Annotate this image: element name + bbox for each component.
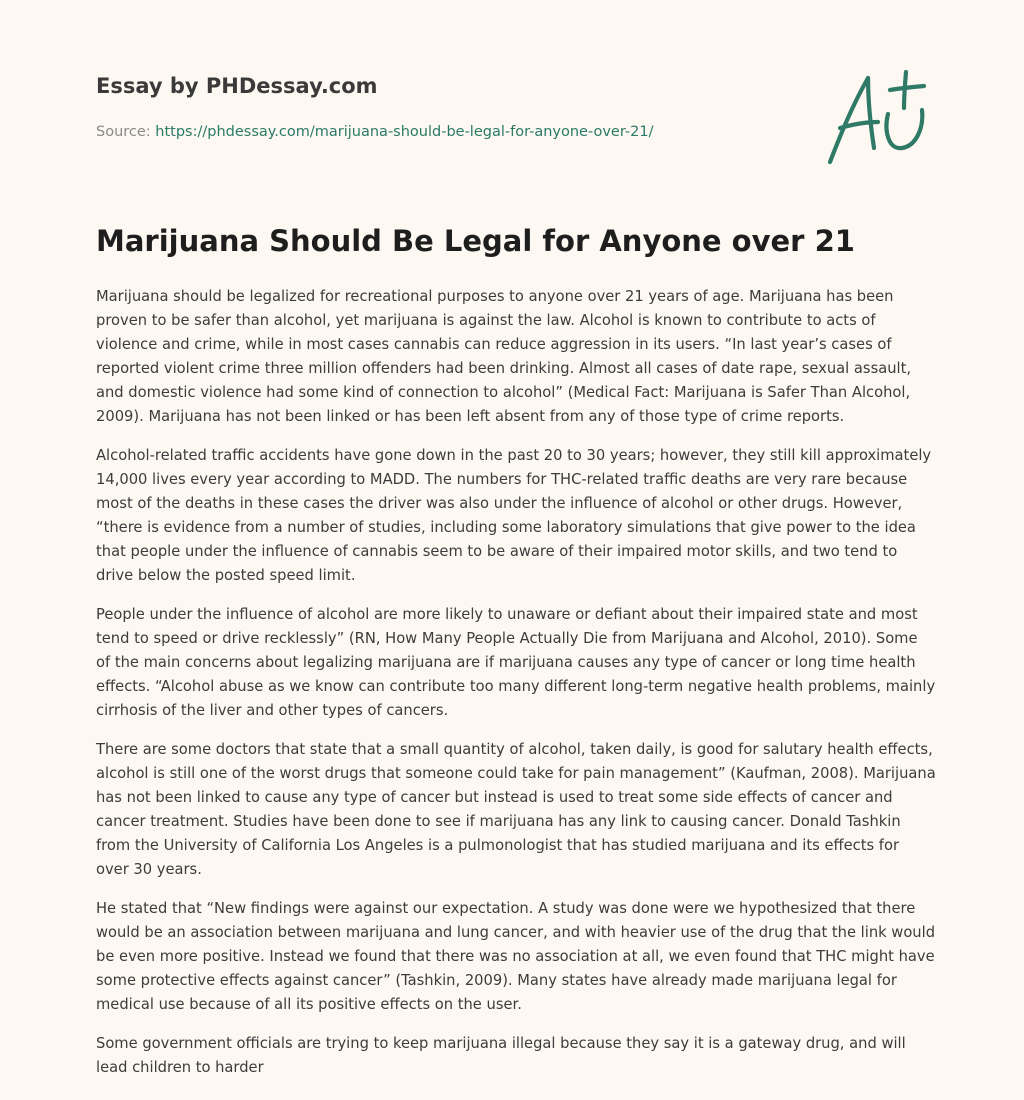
logo-plus-swoosh xyxy=(887,110,923,148)
logo-plus-horizontal xyxy=(890,86,924,90)
page xyxy=(96,0,936,1076)
essay-paragraph: People under the influence of alcohol are more likely to unaware or defiant about their impaired state and most tend to speed or drive recklessly” (RN, How Many People Actually Die from Marijuana and Alcohol, 2010). Some of the main concerns about legalizing marijuana are if marijuana causes any type of cancer or long time health effects. “Alcohol abuse as we know can contribute too many different long-term negative health problems, mainly cirrhosis of the liver and other types of cancers. xyxy=(96,606,936,719)
site-title: Essay by PHDessay.com xyxy=(96,74,378,98)
essay-title: Marijuana Should Be Legal for Anyone over 21 xyxy=(96,224,855,258)
essay-paragraph: He stated that “New findings were against our expectation. A study was done were we hypothesized that there would be an association between marijuana and lung cancer, and with heavier use of the drug that the link would be even more positive. Instead we found that there was no association at all, we even found that THC might have some protective effects against cancer” (Tashkin, 2009). Many states have already made marijuana legal for medical use because of all its positive effects on the user. xyxy=(96,900,936,1013)
a-plus-logo-icon xyxy=(824,66,928,166)
essay-paragraph: Some government officials are trying to keep marijuana illegal because they say it is a gateway drug, and will lead children to harder xyxy=(96,1035,906,1076)
essay-paragraph: Alcohol-related traffic accidents have gone down in the past 20 to 30 years; however, they still kill approximately 14,000 lives every year according to MADD. The numbers for THC-related traffic deaths are very rare because most of the deaths in these cases the driver was also under the influence of alcohol or other drugs. However, “there is evidence from a number of studies, including some laboratory simulations that give power to the idea that people under the influence of cannabis seem to be aware of their impaired motor skills, and two tend to drive below the posted speed limit. xyxy=(96,447,932,584)
logo-a-stroke-right xyxy=(868,78,874,148)
source-line xyxy=(96,124,653,140)
source-label: Source: xyxy=(96,124,156,140)
essay-paragraph: There are some doctors that state that a small quantity of alcohol, taken daily, is good for salutary health effects, alcohol is still one of the worst drugs that someone could take for pain management” (Kaufman, 2008). Marijuana has not been linked to cause any type of cancer but instead is used to treat some side effects of cancer and cancer treatment. Studies have been done to see if marijuana has any link to causing cancer. Donald Tashkin from the University of California Los Angeles is a pulmonologist that has studied marijuana and its effects for over 30 years. xyxy=(96,741,936,878)
source-link[interactable]: https://phdessay.com/marijuana-should-be-legal-for-anyone-over-21/ xyxy=(155,124,654,140)
page-header xyxy=(96,0,928,200)
essay-body xyxy=(96,285,936,1095)
logo-a-stroke-left xyxy=(830,78,868,162)
essay-paragraph: Marijuana should be legalized for recreational purposes to anyone over 21 years of age. Marijuana has been proven to be safer than alcohol, yet marijuana is against the law. Alcohol is known to contribute to acts of violence and crime, while in most cases cannabis can reduce aggression in its users. “In last year’s cases of reported violent crime three million offenders had been drinking. Almost all cases of date rape, sexual assault, and domestic violence had some kind of connection to alcohol” (Medical Fact: Marijuana is Safer Than Alcohol, 2009). Marijuana has not been linked or has been left absent from any of those type of crime reports. xyxy=(96,288,912,425)
